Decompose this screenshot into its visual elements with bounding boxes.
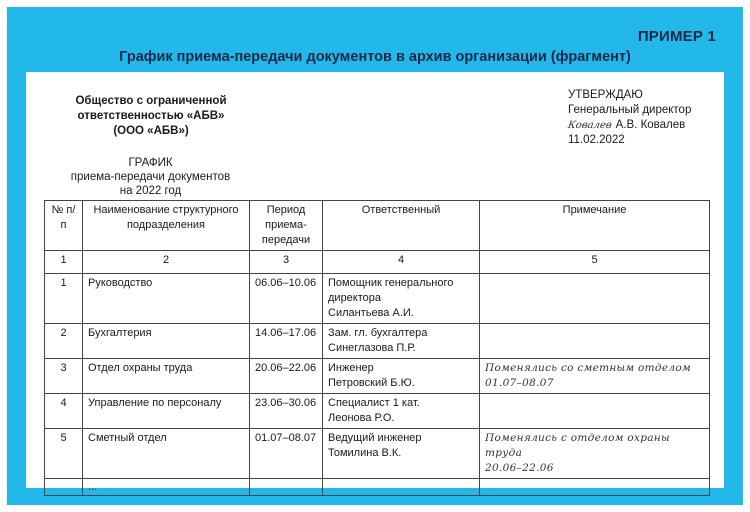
responsible-line: Силантьева А.И. (328, 307, 414, 319)
header-period: Период приема-передачи (250, 201, 323, 251)
org-line: ответственностью «АБВ» (77, 110, 225, 122)
document-card (26, 72, 724, 493)
cell-num (45, 479, 83, 496)
note-line: 01.07–08.07 (485, 377, 554, 389)
cell-unit: Руководство (83, 274, 250, 324)
cell-num: 5 (45, 429, 83, 479)
org-line: Общество с ограниченной (75, 95, 227, 107)
schedule-table (44, 200, 710, 496)
table-row (45, 429, 710, 479)
table-row (45, 394, 710, 429)
cell-period: 06.06–10.06 (250, 274, 323, 324)
cell-note (480, 479, 710, 496)
heading-line: на 2022 год (119, 185, 182, 197)
cell-num: 2 (45, 324, 83, 359)
header-responsible: Ответственный (323, 201, 480, 251)
cell-unit: ... (83, 479, 250, 496)
cell-responsible (323, 324, 480, 359)
header-num: № п/п (45, 201, 83, 251)
approval-stamp: УТВЕРЖДАЮ (568, 89, 643, 101)
responsible-line: Синеглазова П.Р. (328, 342, 416, 354)
cell-responsible (323, 429, 480, 479)
responsible-line: Леонова Р.О. (328, 412, 395, 424)
responsible-line: Ведущий инженер (328, 432, 422, 444)
cell-period: 23.06–30.06 (250, 394, 323, 429)
cell-period: 01.07–08.07 (250, 429, 323, 479)
cell-num: 4 (45, 394, 83, 429)
example-label: ПРИМЕР 1 (637, 28, 716, 45)
organization-name (56, 94, 246, 139)
approval-block (568, 88, 691, 148)
cell-note (480, 394, 710, 429)
cell-num: 3 (45, 359, 83, 394)
table-row (45, 324, 710, 359)
heading-line: приема-передачи документов (70, 171, 231, 183)
org-line: (ООО «АБВ») (113, 125, 189, 137)
responsible-line: Петровский Б.Ю. (328, 377, 415, 389)
cell-note (480, 324, 710, 359)
cell-period: 14.06–17.06 (250, 324, 323, 359)
cell-responsible (323, 274, 480, 324)
approval-date: 11.02.2022 (568, 134, 625, 146)
cell-unit: Бухгалтерия (83, 324, 250, 359)
table-row (45, 274, 710, 324)
index-cell: 2 (83, 251, 250, 274)
responsible-line: Томилина В.К. (328, 447, 402, 459)
cell-note (480, 274, 710, 324)
heading-line: ГРАФИК (128, 157, 173, 169)
cell-unit: Управление по персоналу (83, 394, 250, 429)
responsible-line: Специалист 1 кат. (328, 397, 420, 409)
responsible-line: директора (328, 292, 382, 304)
note-line: 20.06–22.06 (485, 462, 554, 474)
responsible-line: Инженер (328, 362, 374, 374)
approval-position: Генеральный директор (568, 104, 692, 116)
cell-period: 20.06–22.06 (250, 359, 323, 394)
frame-title: График приема-передачи документов в архив организации (фрагмент) (119, 49, 631, 65)
table-row-ellipsis (45, 479, 710, 496)
approver-name: А.В. Ковалев (615, 119, 686, 131)
table-row (45, 359, 710, 394)
table-header-row (45, 201, 710, 251)
header-unit: Наименование структурного подразделения (83, 201, 250, 251)
cell-note-handwritten (480, 359, 710, 394)
approval-signature-line (568, 118, 691, 133)
cell-unit: Отдел охраны труда (83, 359, 250, 394)
cell-unit: Сметный отдел (83, 429, 250, 479)
index-cell: 4 (323, 251, 480, 274)
index-cell: 3 (250, 251, 323, 274)
cell-responsible (323, 479, 480, 496)
cell-responsible (323, 359, 480, 394)
schedule-heading (48, 156, 253, 198)
responsible-line: Помощник генерального (328, 277, 454, 289)
signature: Ковалев (567, 120, 613, 131)
index-cell: 5 (480, 251, 710, 274)
cell-responsible (323, 394, 480, 429)
note-line: Поменялись со сметным отделом (485, 362, 692, 374)
responsible-line: Зам. гл. бухгалтера (328, 327, 428, 339)
cell-note-handwritten (480, 429, 710, 479)
column-index-row (45, 251, 710, 274)
index-cell: 1 (45, 251, 83, 274)
cell-period (250, 479, 323, 496)
header-note: Примечание (480, 201, 710, 251)
note-line: Поменялись с отделом охраны труда (485, 432, 670, 459)
blue-frame (7, 7, 743, 505)
cell-num: 1 (45, 274, 83, 324)
